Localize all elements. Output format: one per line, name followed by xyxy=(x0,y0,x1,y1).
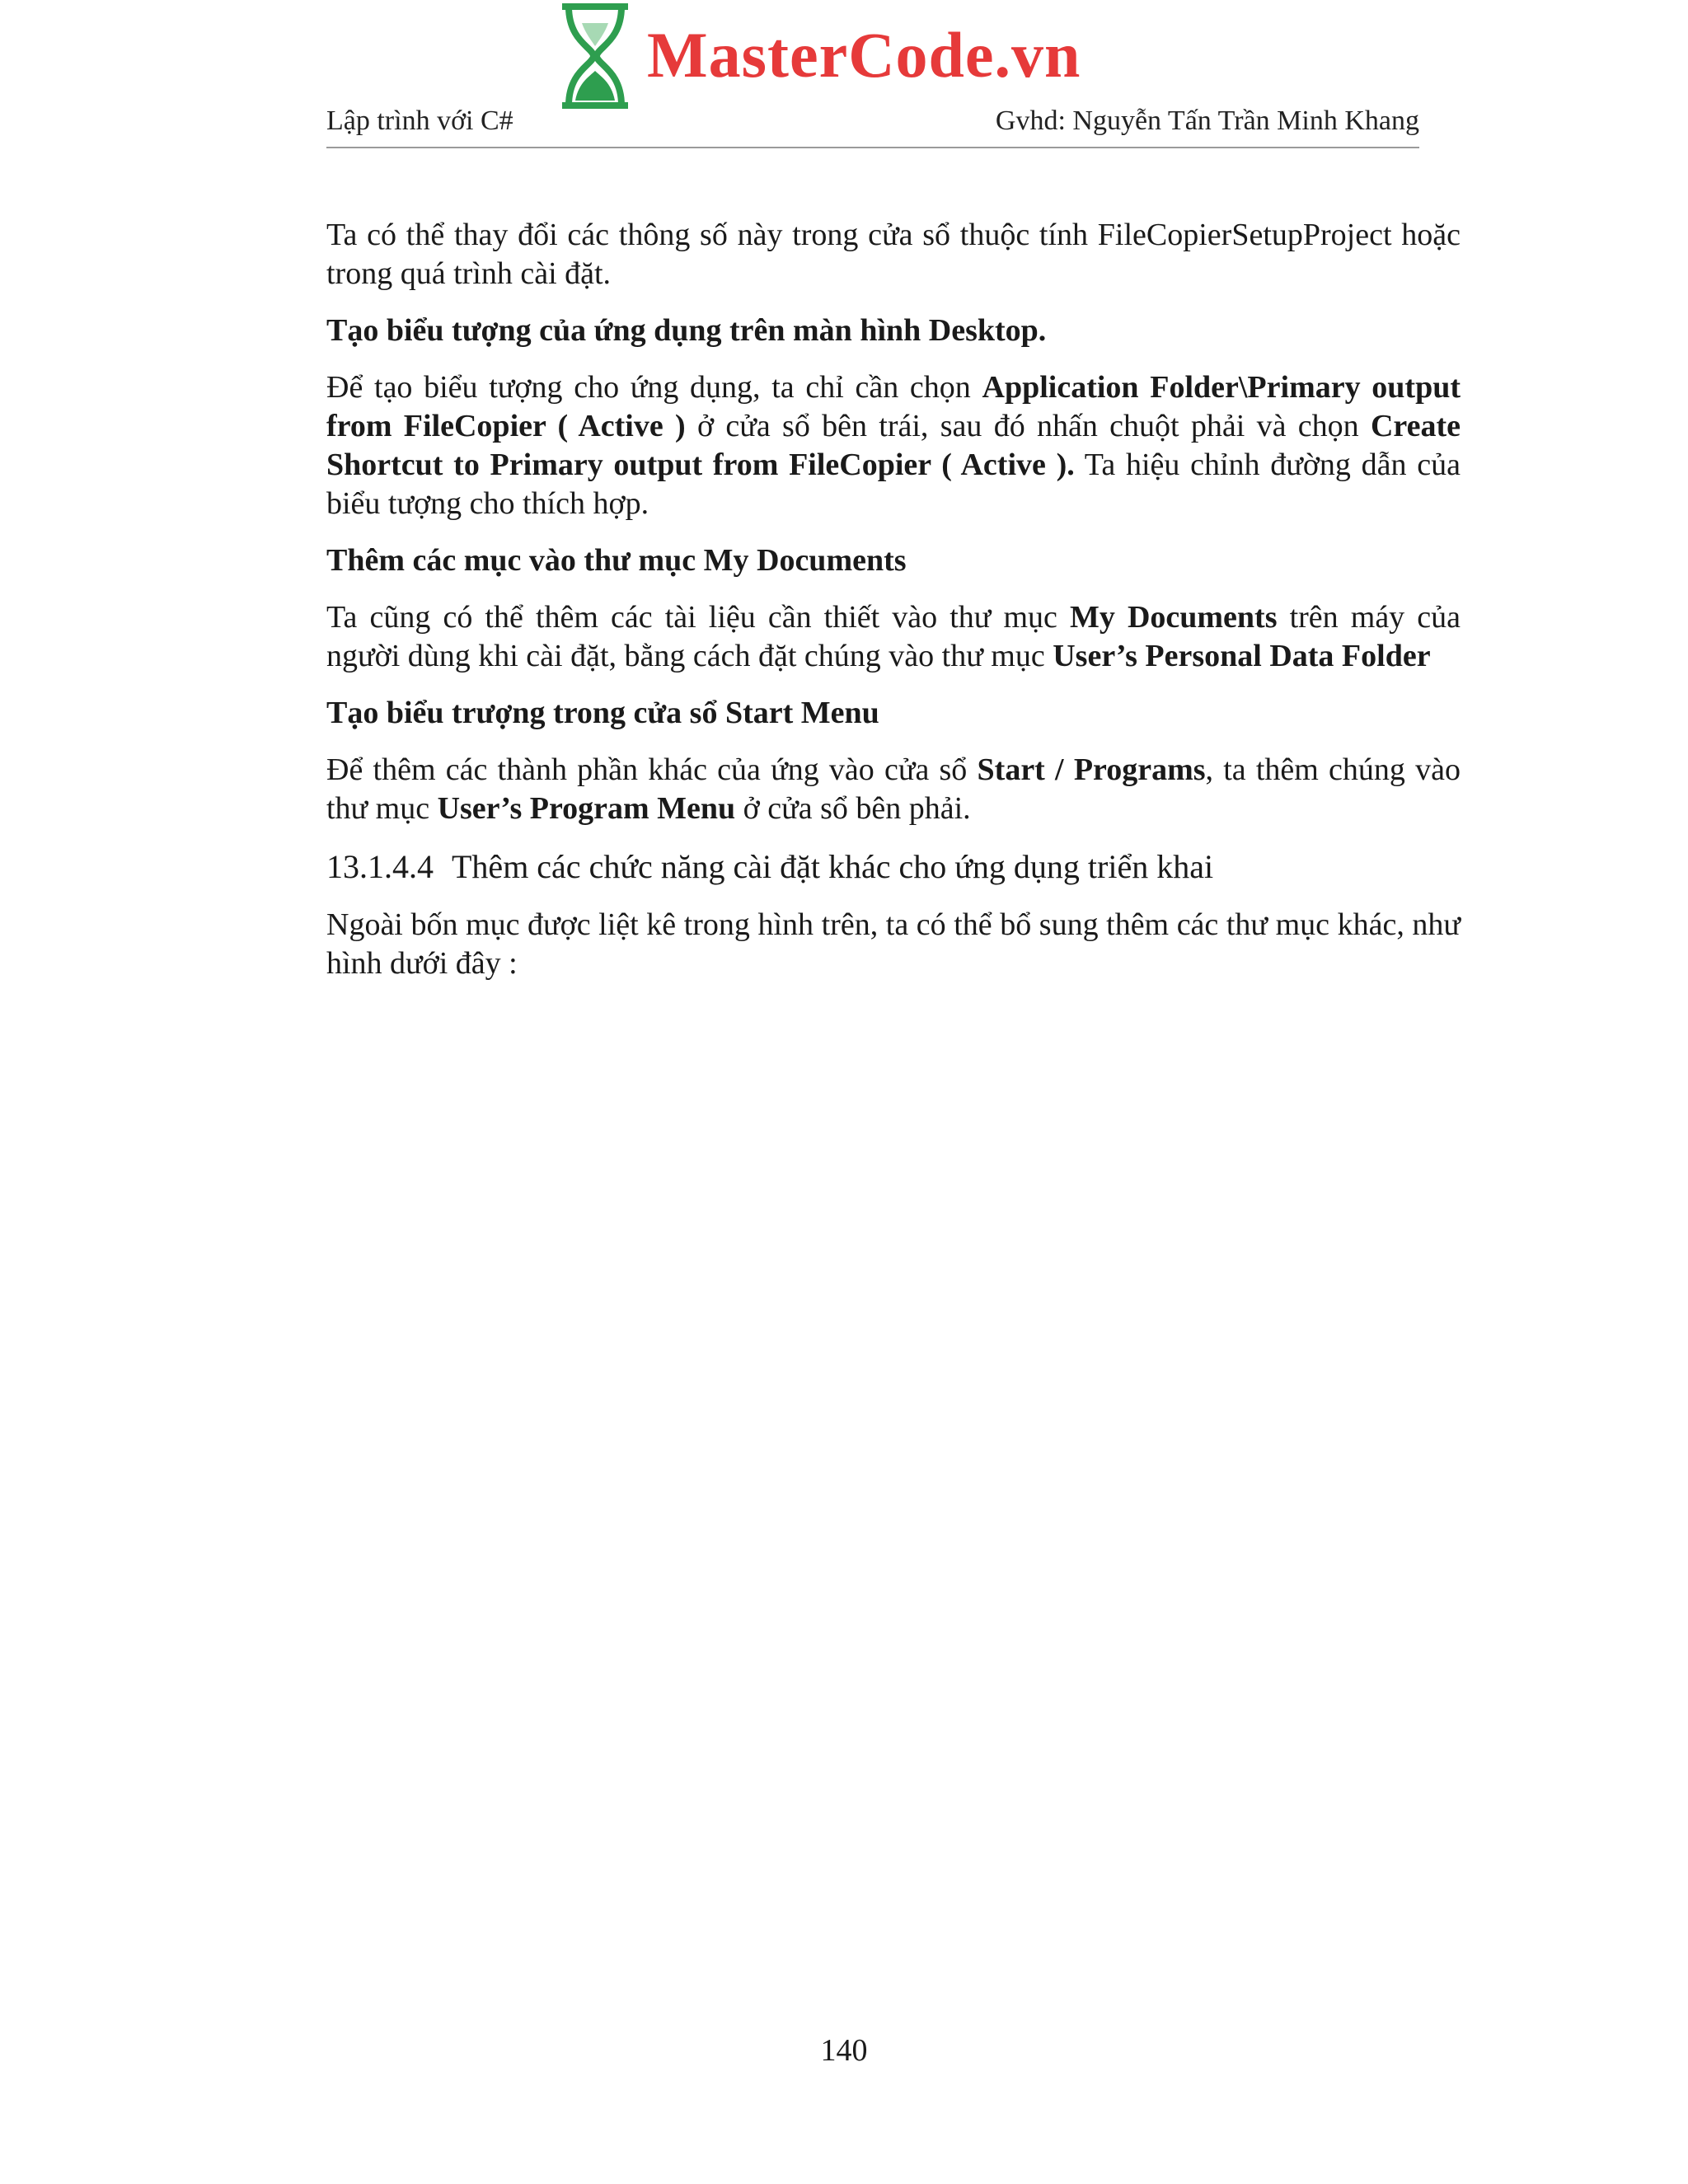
header-instructor: Gvhd: Nguyễn Tấn Trần Minh Khang xyxy=(995,105,1419,136)
paragraph-additional: Ngoài bốn mục được liệt kê trong hình trên, ta có thể bổ sung thêm các thư mục khác, như hình dưới đây : xyxy=(326,907,1461,981)
page-header xyxy=(326,105,1419,148)
paragraph-start-menu xyxy=(326,751,1461,828)
section-title: Thêm các chức năng cài đặt khác cho ứng dụng triển khai xyxy=(452,848,1214,885)
header-course: Lập trình với C# xyxy=(326,105,513,136)
bold-text: Application Folder\Primary output from FileCopier ( Active ) xyxy=(326,370,1461,443)
text: , ta thêm chúng vào thư mục xyxy=(326,752,1461,826)
text: Để thêm các thành phần khác của ứng vào cửa sổ xyxy=(326,752,978,787)
paragraph-desktop-icon xyxy=(326,368,1461,523)
document-body xyxy=(326,216,1461,1001)
heading-my-documents: Thêm các mục vào thư mục My Documents xyxy=(326,543,907,578)
section-number: 13.1.4.4 xyxy=(326,848,434,885)
logo-brand: MasterCode.vn xyxy=(647,19,1081,91)
text: Để tạo biểu tượng cho ứng dụng, ta chỉ cần chọn xyxy=(326,370,982,405)
bold-text: Start / Programs xyxy=(977,752,1206,787)
hourglass-icon xyxy=(554,0,636,112)
bold-text: User’s Personal Data Folder xyxy=(1053,639,1431,673)
bold-text: My Documents xyxy=(1070,600,1278,635)
paragraph-intro: Ta có thể thay đổi các thông số này trong cửa sổ thuộc tính FileCopierSetupProject hoặc trong quá trình cài đặt. xyxy=(326,218,1461,291)
heading-desktop-icon: Tạo biểu tượng của ứng dụng trên màn hình Desktop. xyxy=(326,313,1047,348)
heading-start-menu: Tạo biểu trượng trong cửa sổ Start Menu xyxy=(326,696,879,730)
text: trên máy của người dùng khi cài đặt, bằng cách đặt chúng vào thư mục xyxy=(326,600,1461,673)
text: ở cửa sổ bên phải. xyxy=(735,791,971,826)
text: Ta cũng có thể thêm các tài liệu cần thiết vào thư mục xyxy=(326,600,1070,635)
logo xyxy=(554,0,636,115)
text: Ta hiệu chỉnh đường dẫn của biểu tượng cho thích hợp. xyxy=(326,448,1461,521)
section-heading xyxy=(326,846,1461,888)
bold-text: User’s Program Menu xyxy=(437,791,736,826)
page-number: 140 xyxy=(820,2033,868,2068)
text: ở cửa sổ bên trái, sau đó nhấn chuột phải và chọn xyxy=(685,409,1371,443)
paragraph-my-documents xyxy=(326,598,1461,676)
bold-text: Create Shortcut to Primary output from FileCopier ( Active ). xyxy=(326,409,1461,482)
